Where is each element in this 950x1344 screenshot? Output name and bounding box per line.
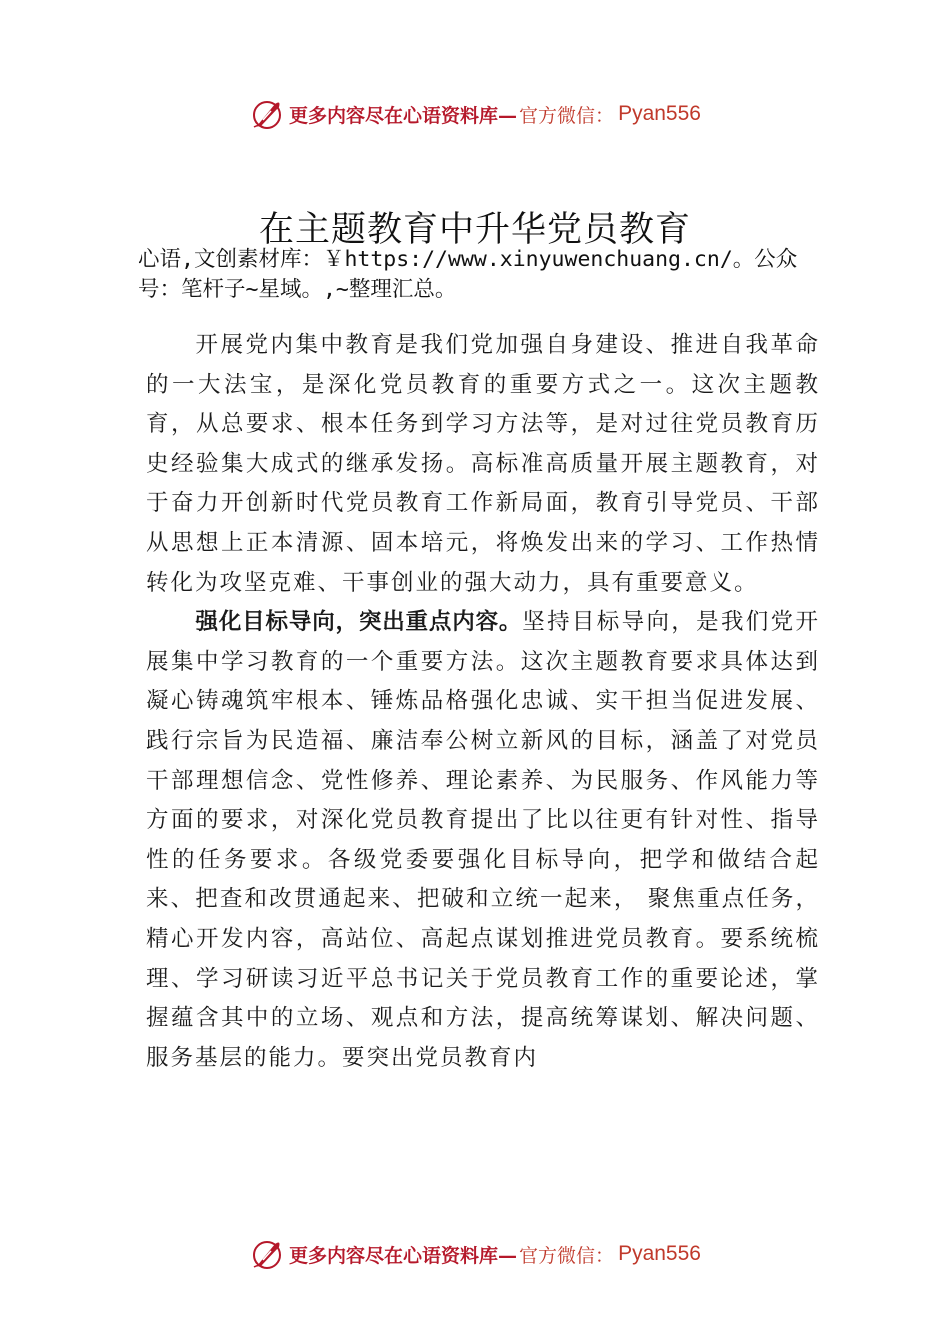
document-body [146, 326, 820, 1078]
paragraph-lead: 强化目标导向，突出重点内容。 [195, 609, 523, 636]
promo-text: 更多内容尽在心语资料库— [289, 104, 518, 127]
paragraph [146, 603, 820, 1078]
quill-pen-logo-icon [249, 96, 285, 132]
promo-text: 更多内容尽在心语资料库— [289, 1244, 518, 1267]
wechat-id: Pyan556 [618, 1242, 701, 1265]
paragraph-text: 开展党内集中教育是我们党加强自身建设、推进自我革命的一大法宝，是深化党员教育的重要方式之一。这次主题教育，从总要求、根本任务到学习方法等，是对过往党员教育历史经验集大成式的继承发扬。高标准高质量开展主题教育，对于奋力开创新时代党员教育工作新局面，教育引导党员、干部从思想上正本清源、固本培元，将焕发出来的学习、工作热情转化为攻坚克难、干事创业的强大动力，具有重要意义。 [146, 332, 820, 596]
paragraph-text: 坚持目标导向，是我们党开展集中学习教育的一个重要方法。这次主题教育要求具体达到凝心铸魂筑牢根本、锤炼品格强化忠诚、实干担当促进发展、践行宗旨为民造福、廉洁奉公树立新风的目标，涵盖了对党员干部理想信念、党性修养、理论素养、为民服务、作风能力等方面的要求，对深化党员教育提出了比以往更有针对性、指导性的任务要求。各级党委要强化目标导向，把学和做结合起来、把查和改贯通起来、把破和立统一起来， 聚焦重点任务，精心开发内容，高站位、高起点谋划推进党员教育。要系统梳理、学习研读习近平总书记关于党员教育工作的重要论述，掌握蕴含其中的立场、观点和方法，提高统筹谋划、解决问题、服务基层的能力。要突出党员教育内 [146, 609, 820, 1071]
header-banner [0, 94, 950, 134]
footer-banner [0, 1234, 950, 1274]
wechat-label: 官方微信： [519, 1244, 615, 1267]
document-title: 在主题教育中升华党员教育 [258, 210, 691, 250]
paragraph [146, 326, 820, 603]
source-line: 心语,文创素材库：￥https://www.xinyuwenchuang.cn/。公众号：笔杆子~星域。,~整理汇总。 [138, 247, 798, 302]
quill-pen-logo-icon [249, 1236, 285, 1272]
wechat-label: 官方微信： [519, 104, 615, 127]
wechat-id: Pyan556 [618, 102, 701, 125]
